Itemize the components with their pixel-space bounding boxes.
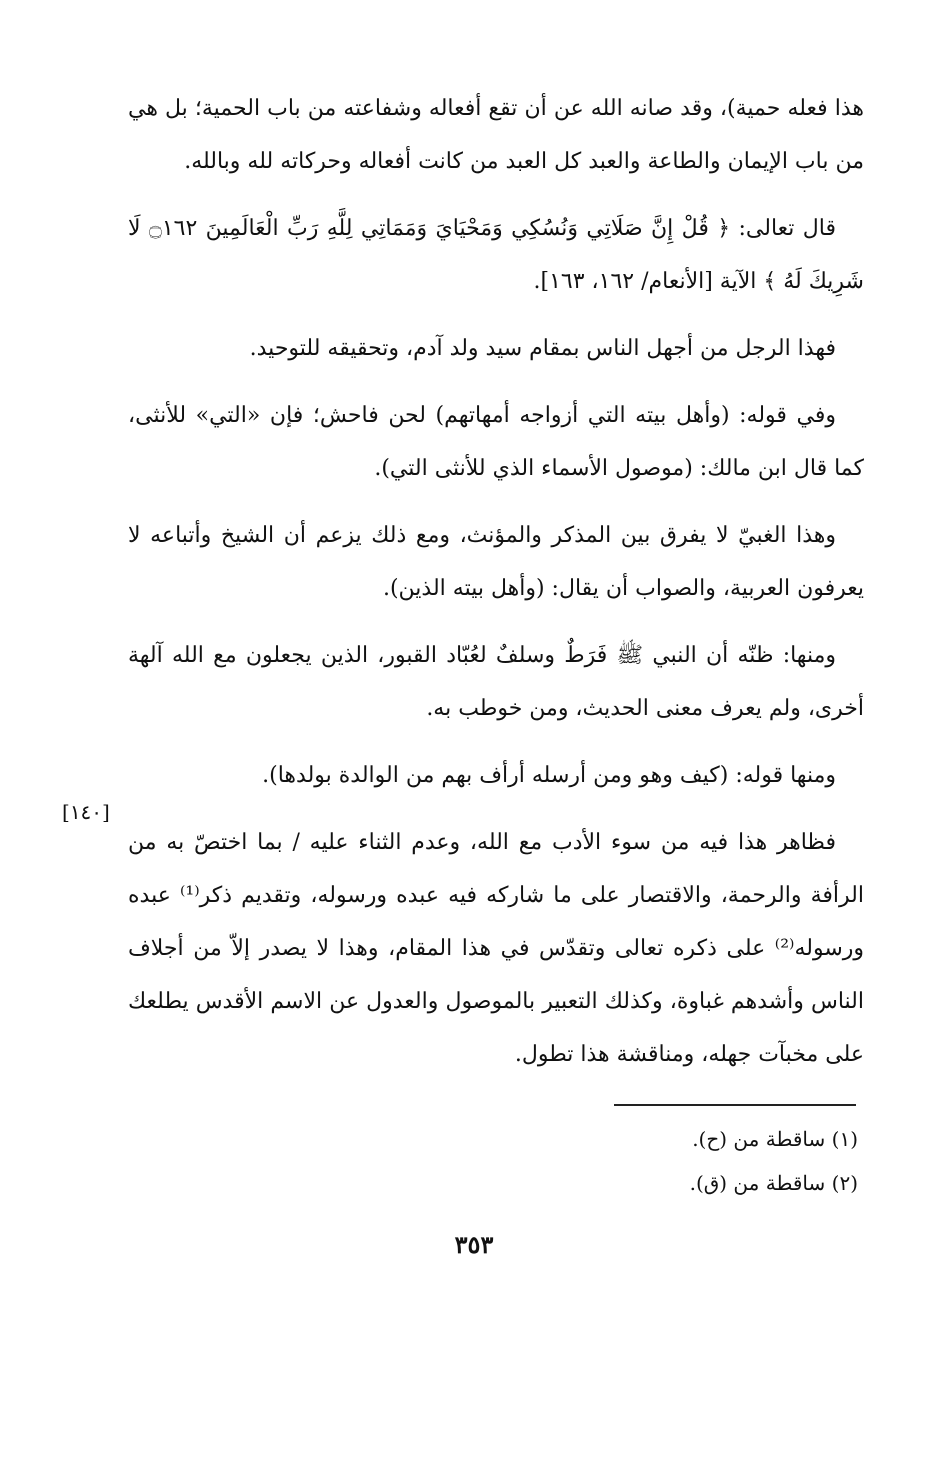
paragraph-6: ومنها: ظنّه أن النبي ﷺ فَرَطٌ وسلفٌ لعُبّاد القبور، الذين يجعلون مع الله آلهة أخرى، ولم يعرف معنى الحديث، ومن خوطب به. <box>128 643 864 721</box>
footnote-1: (١) ساقطة من (ح). <box>692 1127 858 1151</box>
footnote-divider <box>614 1104 856 1106</box>
paragraph-3: فهذا الرجل من أجهل الناس بمقام سيد ولد آدم، وتحقيقه للتوحيد. <box>249 336 836 361</box>
paragraph-quran-verse: قال تعالى: ﴿ قُلْ إِنَّ صَلَاتِي وَنُسُكِي وَمَحْيَايَ وَمَمَاتِي لِلَّهِ رَبِّ الْعَالَمِينَ ۝١٦٢ لَا شَرِيكَ لَهُ ﴾ الآية [الأنعام/ ١٦٢، ١٦٣]. <box>128 216 864 294</box>
footnotes <box>458 1117 858 1205</box>
paragraph-7: ومنها قوله: (كيف وهو ومن أرسله أرأف بهم من الوالدة بولدها). <box>262 763 836 788</box>
paragraph-1: هذا فعله حمية)، وقد صانه الله عن أن تقع أفعاله وشفاعته من باب الحمية؛ بل هي من باب الإيمان والطاعة والعبد كل العبد من كانت أفعاله وحركاته لله وبالله. <box>128 96 864 174</box>
page-number: ٣٥٣ <box>454 1230 494 1259</box>
marginal-manuscript-ref: [١٤٠] <box>62 800 110 824</box>
footnote-2: (٢) ساقطة من (ق). <box>689 1171 858 1195</box>
paragraph-4: وفي قوله: (وأهل بيته التي أزواجه أمهاتهم) لحن فاحش؛ فإن «التي» للأنثى، كما قال ابن مالك: (موصول الأسماء الذي للأنثى التي). <box>128 403 864 481</box>
paragraph-8: فظاهر هذا فيه من سوء الأدب مع الله، وعدم الثناء عليه / بما اختصّ به من الرأفة والرحمة، والاقتصار على ما شاركه فيه عبده ورسوله، وتقديم ذكر⁽¹⁾ عبده ورسوله⁽²⁾ على ذكره تعالى وتقدّس في هذا المقام، وهذا لا يصدر إلاّ من أجلاف الناس وأشدهم غباوة، وكذلك التعبير بالموصول والعدول عن الاسم الأقدس يطلعك على مخبآت جهله، ومناقشة هذا تطول. <box>128 830 864 1067</box>
paragraph-5: وهذا الغبيّ لا يفرق بين المذكر والمؤنث، ومع ذلك يزعم أن الشيخ وأتباعه لا يعرفون العربية، والصواب أن يقال: (وأهل بيته الذين). <box>128 523 864 601</box>
page-body <box>128 82 864 1095</box>
